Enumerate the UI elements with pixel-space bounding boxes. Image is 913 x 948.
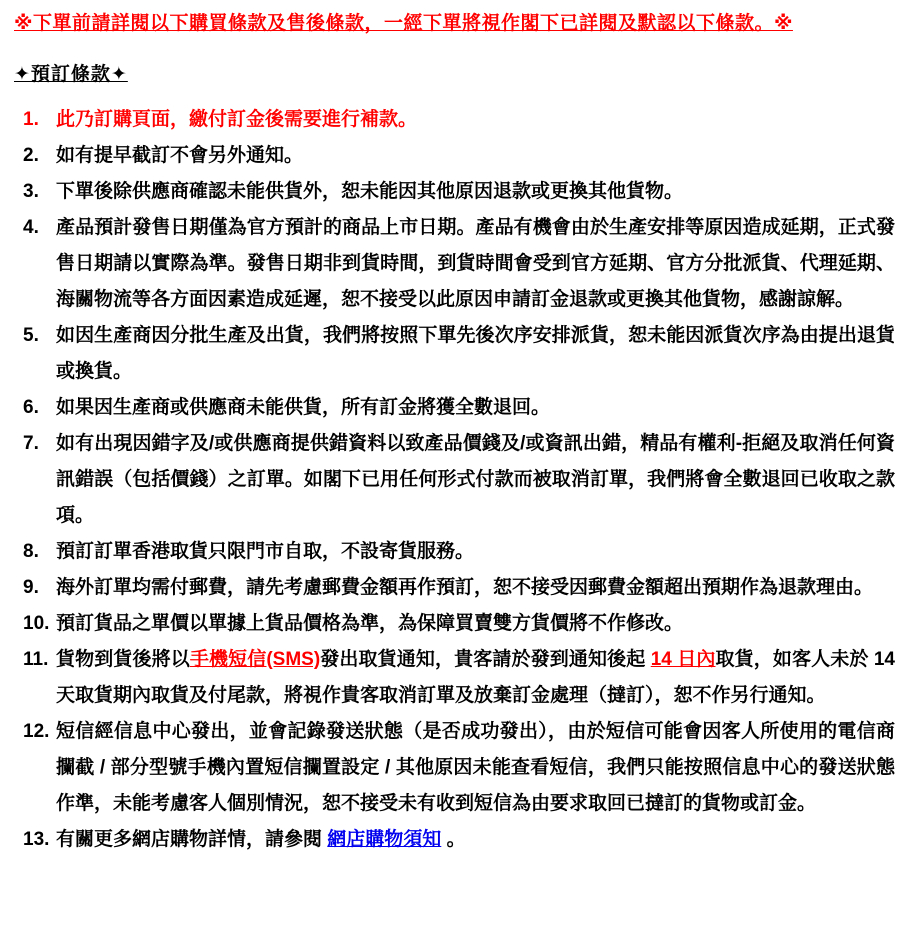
term-number: 3. xyxy=(23,181,39,202)
purchase-notice: ※下單前請詳閱以下購買條款及售後條款，一經下單將視作閣下已詳閱及默認以下條款。※ xyxy=(14,13,793,34)
term-number: 11. xyxy=(23,649,49,670)
term-item-13 xyxy=(14,822,895,858)
term-item-5 xyxy=(14,318,895,390)
term-text: 如因生產商因分批生產及出貨，我們將按照下單先後次序安排派貨，恕未能因派貨次序為由提出退貨或換貨。 xyxy=(56,325,895,382)
term-number: 2. xyxy=(23,145,39,166)
term-text-segment: 。 xyxy=(441,829,466,850)
term-item-2 xyxy=(14,138,895,174)
term-number: 12. xyxy=(23,721,50,742)
term-item-8 xyxy=(14,534,895,570)
term-text: 海外訂單均需付郵費，請先考慮郵費金額再作預訂，恕不接受因郵費金額超出預期作為退款理由。 xyxy=(56,577,874,598)
term-number: 9. xyxy=(23,577,39,598)
term-text: 如果因生產商或供應商未能供貨，所有訂金將獲全數退回。 xyxy=(56,397,551,418)
sms-highlight: 手機短信(SMS) xyxy=(189,649,321,670)
term-number: 8. xyxy=(23,541,39,562)
pickup-deadline-highlight: 14 日內 xyxy=(650,649,716,670)
term-text: 如有出現因錯字及/或供應商提供錯資料以致產品價錢及/或資訊出錯，精品有權利-拒絕及取消任何資訊錯誤（包括價錢）之訂單。如閣下已用任何形式付款而被取消訂單，我們將會全數退回已收取之款項。 xyxy=(56,433,895,526)
term-text-segment: 取貨，如客人未於 14 天取貨期內取貨及付尾款，將視作貴客取消訂單及放棄訂金處理（撻訂），恕不作另行通知。 xyxy=(56,649,895,706)
term-text: 預訂訂單香港取貨只限門市自取，不設寄貨服務。 xyxy=(56,541,475,562)
term-number: 6. xyxy=(23,397,39,418)
term-text xyxy=(56,829,466,850)
term-number: 13. xyxy=(23,829,50,850)
term-item-10 xyxy=(14,606,895,642)
term-text: 預訂貨品之單價以單據上貨品價格為準，為保障買賣雙方貨價將不作修改。 xyxy=(56,613,684,634)
term-item-6 xyxy=(14,390,895,426)
term-item-3 xyxy=(14,174,895,210)
term-text: 短信經信息中心發出，並會記錄發送狀態（是否成功發出），由於短信可能會因客人所使用的電信商攔截 / 部分型號手機內置短信攔置設定 / 其他原因未能查看短信，我們只能按照信息中心的發送狀態作準，未能考慮客人個別情況，恕不接受未有收到短信為由要求取回已撻訂的貨物或訂金。 xyxy=(56,721,895,814)
term-item-4 xyxy=(14,210,895,318)
shop-guide-link[interactable]: 網店購物須知 xyxy=(327,829,442,850)
term-item-11 xyxy=(14,642,895,714)
term-text-segment: 發出取貨通知，貴客請於發到通知後起 xyxy=(320,649,651,670)
term-text: 此乃訂購頁面，繳付訂金後需要進行補款。 xyxy=(56,109,418,130)
term-item-7 xyxy=(14,426,895,534)
term-text xyxy=(56,649,895,706)
term-text-segment: 貨物到貨後將以 xyxy=(56,649,190,670)
term-item-1 xyxy=(14,102,895,138)
term-text: 下單後除供應商確認未能供貨外，恕未能因其他原因退款或更換其他貨物。 xyxy=(56,181,684,202)
term-number: 1. xyxy=(23,109,39,130)
term-number: 5. xyxy=(23,325,39,346)
term-text: 如有提早截訂不會另外通知。 xyxy=(56,145,304,166)
term-number: 7. xyxy=(23,433,39,454)
term-item-9 xyxy=(14,570,895,606)
preorder-terms-heading: ✦預訂條款✦ xyxy=(14,64,128,85)
term-text-segment: 有關更多網店購物詳情，請參閱 xyxy=(56,829,328,850)
term-number: 4. xyxy=(23,217,39,238)
term-item-12 xyxy=(14,714,895,822)
terms-list xyxy=(14,102,895,858)
term-number: 10. xyxy=(23,613,50,634)
term-text: 產品預計發售日期僅為官方預計的商品上市日期。產品有機會由於生產安排等原因造成延期，正式發售日期請以實際為準。發售日期非到貨時間，到貨時間會受到官方延期、官方分批派貨、代理延期、海關物流等各方面因素造成延遲，恕不接受以此原因申請訂金退款或更換其他貨物，感謝諒解。 xyxy=(56,217,895,310)
